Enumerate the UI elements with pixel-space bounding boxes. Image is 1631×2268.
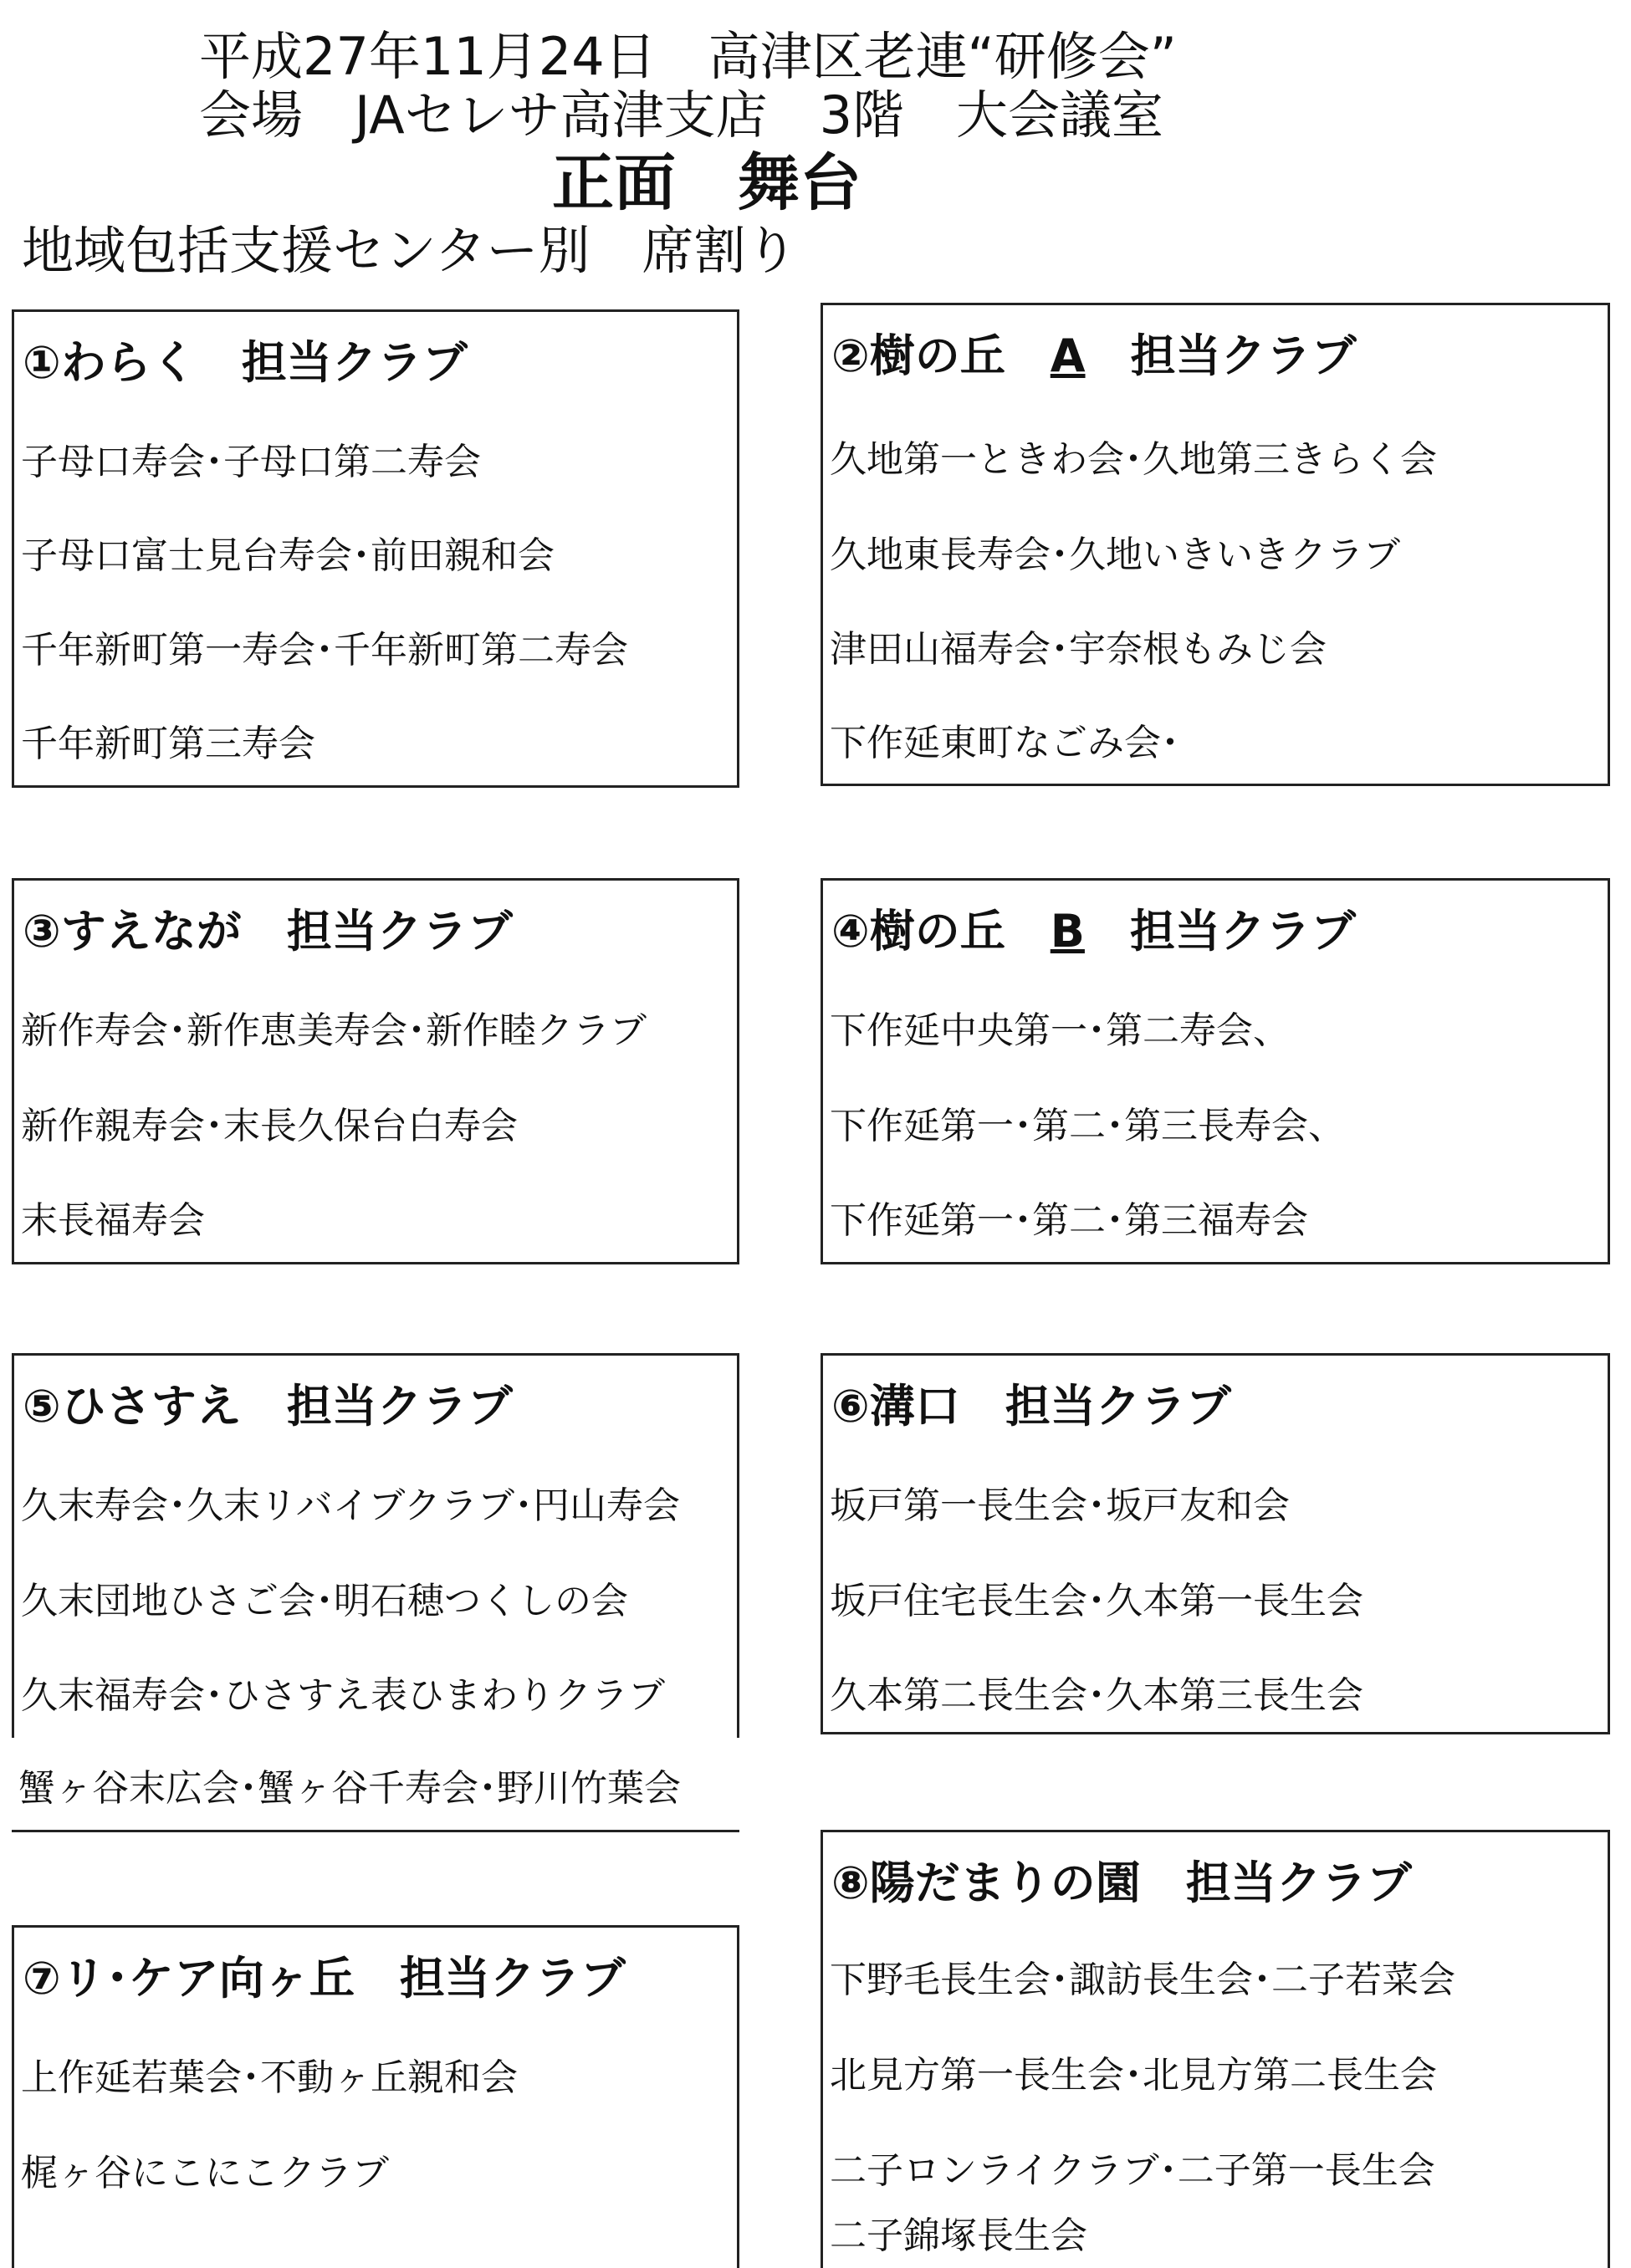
section-5-item: 久末福寿会･ひさすえ表ひまわりクラブ	[21, 1674, 665, 1717]
section-6-item: 坂戸第一長生会･坂戸友和会	[830, 1484, 1290, 1527]
section-8-item: 北見方第一長生会･北見方第二長生会	[830, 2054, 1437, 2097]
section-2-item: 久地第一ときわ会･久地第三きらく会	[830, 438, 1437, 481]
section-2-item: 下作延東町なごみ会･	[830, 722, 1179, 764]
section-3-title: ③すえなが 担当クラブ	[23, 905, 513, 958]
section-4-title: ④樹の丘 B 担当クラブ	[831, 905, 1356, 958]
header-stage: 正面 舞台	[552, 147, 862, 219]
section-1-item: 子母口富士見台寿会･前田親和会	[21, 534, 555, 577]
section-6-box	[821, 1353, 1610, 1734]
section-4-box	[821, 878, 1610, 1264]
section-6-item: 久本第二長生会･久本第三長生会	[830, 1674, 1363, 1717]
section-2-item: 津田山福寿会･宇奈根もみじ会	[830, 628, 1327, 671]
section-1-item: 千年新町第三寿会	[21, 723, 315, 765]
section-8-item: 下野毛長生会･諏訪長生会･二子若菜会	[830, 1959, 1455, 2001]
section-4-item: 下作延中央第一･第二寿会、	[830, 1009, 1290, 1052]
section-6-title: ⑥溝口 担当クラブ	[831, 1380, 1231, 1433]
section-7-title: ⑦リ･ケア向ヶ丘 担当クラブ	[23, 1952, 626, 2005]
section-5-item: 久末団地ひさご会･明石穂つくしの会	[21, 1580, 628, 1622]
section-4-item: 下作延第一･第二･第三福寿会	[830, 1199, 1308, 1242]
section-7-item: 上作延若葉会･不動ヶ丘親和会	[21, 2056, 518, 2099]
header-venue: 会場 JAセレサ高津支店 3階 大会議室	[199, 84, 1164, 146]
section-3-item: 新作寿会･新作恵美寿会･新作睦クラブ	[21, 1009, 647, 1052]
section-3-item: 末長福寿会	[21, 1199, 205, 1242]
section-6-item: 坂戸住宅長生会･久本第一長生会	[830, 1580, 1363, 1622]
section-1-title: ①わらく 担当クラブ	[23, 336, 468, 389]
section-1-item: 千年新町第一寿会･千年新町第二寿会	[21, 629, 628, 672]
section-5-title: ⑤ひさすえ 担当クラブ	[23, 1380, 513, 1433]
header-date-title: 平成27年11月24日 高津区老連“研修会”	[199, 26, 1177, 87]
section-5-item: 蟹ヶ谷末広会･蟹ヶ谷千寿会･野川竹葉会	[18, 1767, 681, 1810]
section-7-item: 梶ヶ谷にこにこクラブ	[21, 2152, 389, 2194]
section-7-box	[12, 1925, 739, 2268]
section-2-item: 久地東長寿会･久地いきいきクラブ	[830, 534, 1400, 576]
section-8-item: 二子ロンライクラブ･二子第一長生会	[830, 2149, 1435, 2192]
section-1-box	[12, 309, 739, 788]
section-2-title: ②樹の丘 A 担当クラブ	[831, 329, 1357, 382]
section-3-item: 新作親寿会･末長久保台白寿会	[21, 1105, 518, 1147]
section-1-item: 子母口寿会･子母口第二寿会	[21, 441, 481, 483]
section-2-box	[821, 303, 1610, 786]
section-8-title: ⑧陽だまりの園 担当クラブ	[831, 1857, 1412, 1909]
header-seating-subtitle: 地域包括支援センター別 席割り	[22, 220, 798, 281]
section-3-box	[12, 878, 739, 1264]
section-5-box	[12, 1353, 739, 1738]
section-5-item: 久末寿会･久末リバイブクラブ･円山寿会	[21, 1484, 681, 1527]
section-4-item: 下作延第一･第二･第三長寿会、	[830, 1105, 1345, 1147]
section-5-bottom-rule	[12, 1830, 739, 1832]
section-8-box	[821, 1830, 1610, 2268]
section-8-item: 二子錦塚長生会	[830, 2214, 1087, 2257]
